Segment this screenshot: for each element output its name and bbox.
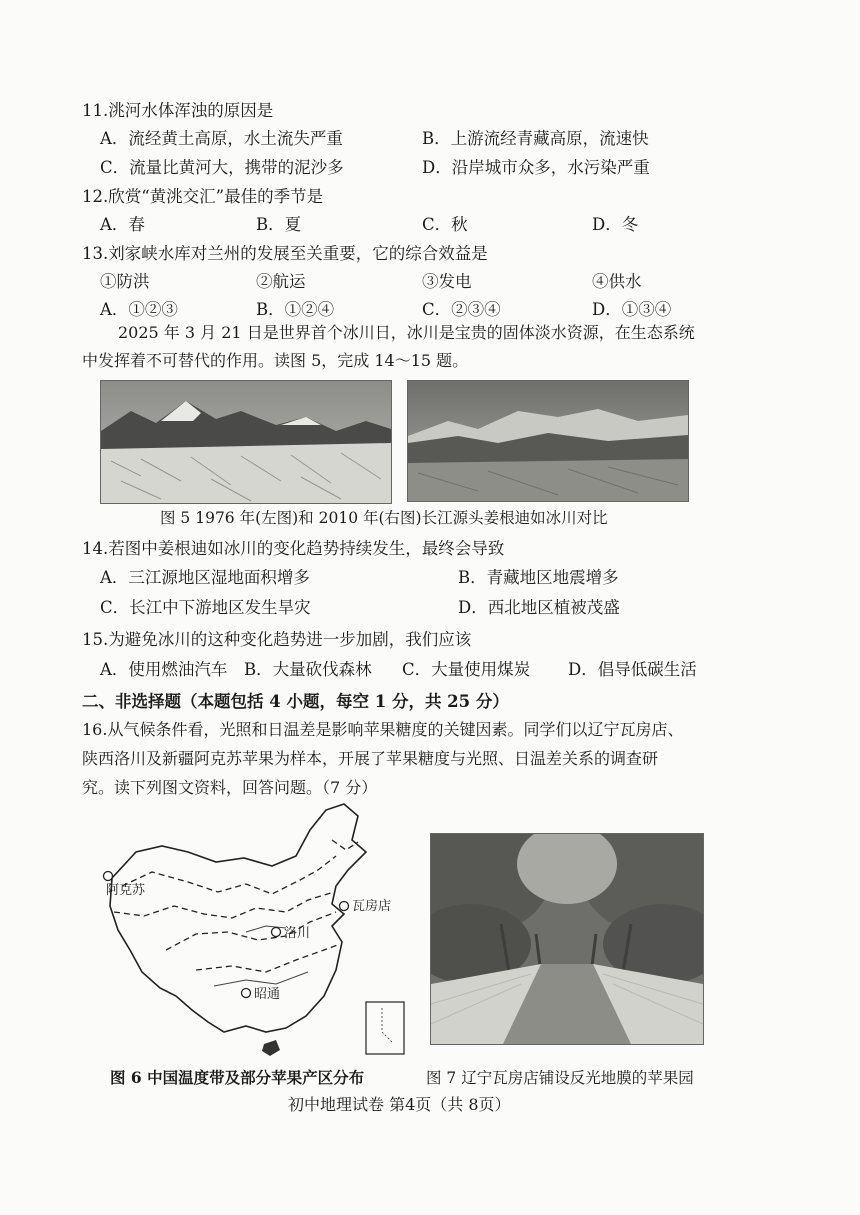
section-2-heading: 二、非选择题（本题包括 4 小题，每空 1 分，共 25 分） <box>82 692 509 711</box>
luochuan-marker <box>272 928 281 937</box>
q12-stem: 12.欣赏“黄洮交汇”最佳的季节是 <box>82 187 324 206</box>
glacier-photo-1976 <box>100 380 392 504</box>
wafangdian-label: 瓦房店 <box>352 899 392 914</box>
q12-option-b[interactable]: B．夏 <box>256 215 302 234</box>
q14-option-a[interactable]: A．三江源地区湿地面积增多 <box>100 568 310 587</box>
q16-line-2: 陕西洛川及新疆阿克苏苹果为样本，开展了苹果糖度与光照、日温差关系的调查研 <box>82 749 659 768</box>
q13-option-b[interactable]: B．①②④ <box>256 300 335 319</box>
q13-item-4: ④供水 <box>592 272 642 291</box>
q11-option-a[interactable]: A．流经黄土高原，水土流失严重 <box>100 129 343 148</box>
china-temperature-map <box>96 800 416 1062</box>
q16-line-1: 16.从气候条件看，光照和日温差是影响苹果糖度的关键因素。同学们以辽宁瓦房店、 <box>82 720 684 739</box>
q15-option-a[interactable]: A．使用燃油汽车 <box>100 660 228 679</box>
luochuan-label: 洛川 <box>284 926 311 941</box>
glacier-photo-1976-image <box>101 381 391 503</box>
q13-option-d[interactable]: D．①③④ <box>592 300 672 319</box>
q13-item-1: ①防洪 <box>100 272 150 291</box>
apple-orchard-image <box>431 834 703 1044</box>
figure-5-caption: 图 5 1976 年(左图)和 2010 年(右图)长江源头姜根迪如冰川对比 <box>160 509 608 527</box>
wafangdian-marker <box>340 902 349 911</box>
q12-option-a[interactable]: A．春 <box>100 215 145 234</box>
aksu-label: 阿克苏 <box>106 883 146 898</box>
q13-item-2: ②航运 <box>256 272 306 291</box>
intro-line-2: 中发挥着不可替代的作用。读图 5，完成 14～15 题。 <box>82 351 469 370</box>
q16-line-3: 究。读下列图文资料，回答问题。（7 分） <box>82 778 378 797</box>
q14-option-b[interactable]: B．青藏地区地震增多 <box>458 568 619 587</box>
q12-option-d[interactable]: D．冬 <box>592 215 639 234</box>
q13-item-3: ③发电 <box>422 272 472 291</box>
q13-stem: 13.刘家峡水库对兰州的发展至关重要，它的综合效益是 <box>82 244 488 263</box>
aksu-marker <box>104 872 113 881</box>
q11-option-b[interactable]: B．上游流经青藏高原，流速快 <box>422 129 649 148</box>
q11-stem: 11.洮河水体浑浊的原因是 <box>82 101 274 120</box>
china-map-image <box>96 800 416 1062</box>
q12-option-c[interactable]: C．秋 <box>422 215 468 234</box>
q14-option-d[interactable]: D．西北地区植被茂盛 <box>458 598 620 617</box>
glacier-photo-2010 <box>407 380 689 502</box>
figure-7-caption: 图 7 辽宁瓦房店铺设反光地膜的苹果园 <box>426 1069 694 1087</box>
q15-option-d[interactable]: D．倡导低碳生活 <box>568 660 697 679</box>
q15-option-c[interactable]: C．大量使用煤炭 <box>402 660 531 679</box>
q15-stem: 15.为避免冰川的这种变化趋势进一步加剧，我们应该 <box>82 630 472 649</box>
q11-option-c[interactable]: C．流量比黄河大，携带的泥沙多 <box>100 158 344 177</box>
zhaotong-label: 昭通 <box>254 987 281 1002</box>
intro-line-1: 2025 年 3 月 21 日是世界首个冰川日，冰川是宝贵的固体淡水资源，在生态系统 <box>118 323 695 342</box>
glacier-photo-2010-image <box>408 381 688 501</box>
q13-option-a[interactable]: A．①②③ <box>100 300 178 319</box>
q13-option-c[interactable]: C．②③④ <box>422 300 501 319</box>
q14-stem: 14.若图中姜根迪如冰川的变化趋势持续发生，最终会导致 <box>82 539 505 558</box>
q14-option-c[interactable]: C．长江中下游地区发生旱灾 <box>100 598 311 617</box>
apple-orchard-photo <box>430 833 704 1045</box>
q15-option-b[interactable]: B．大量砍伐森林 <box>244 660 372 679</box>
figure-6-caption: 图 6 中国温度带及部分苹果产区分布 <box>110 1068 365 1087</box>
zhaotong-marker <box>242 989 251 998</box>
page-footer: 初中地理试卷 第4页（共 8页） <box>288 1095 511 1114</box>
q11-option-d[interactable]: D．沿岸城市众多，水污染严重 <box>422 158 650 177</box>
